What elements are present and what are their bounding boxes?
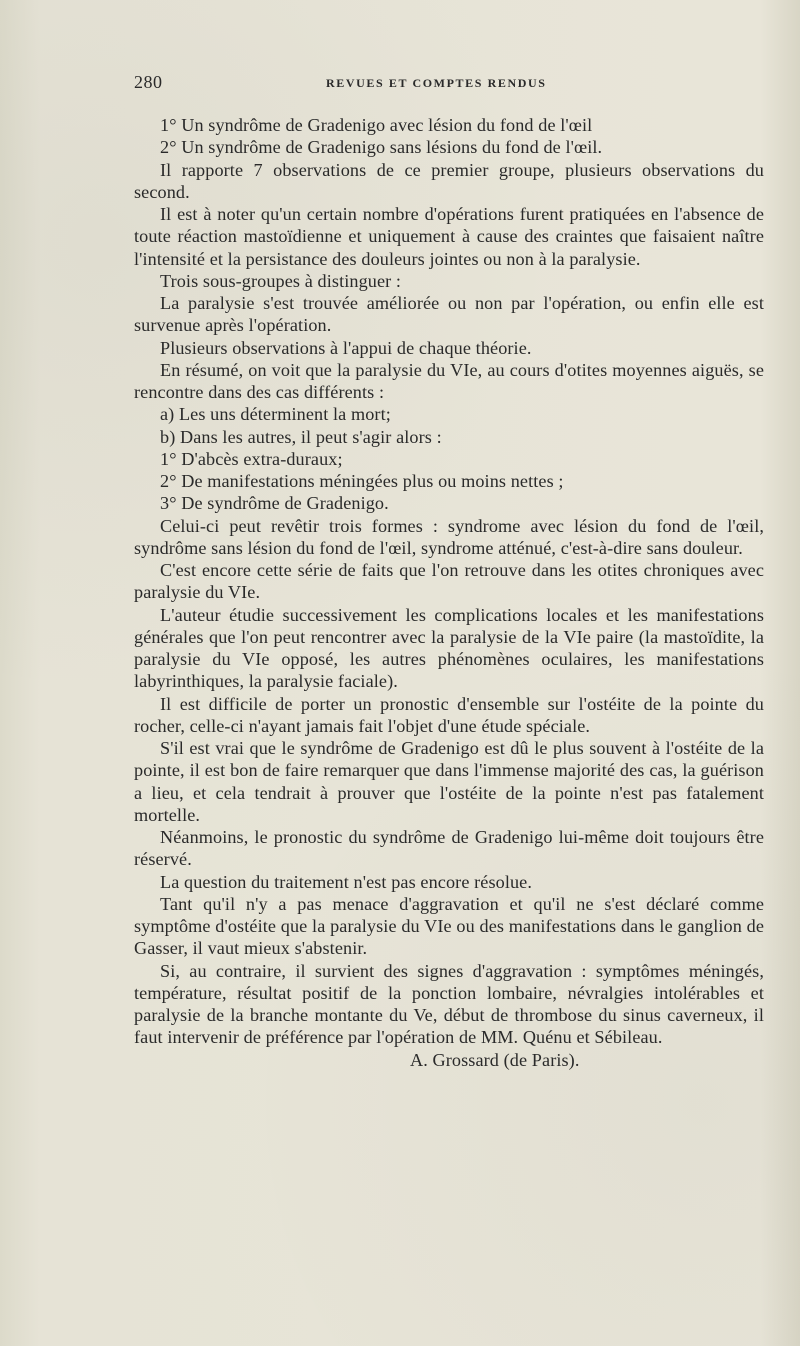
paragraph-5: Trois sous-groupes à distinguer :	[160, 270, 402, 291]
paragraph-8: En résumé, on voit que la paralysie du VIe, au cours d'otites moyennes aiguës, se rencontre dans des cas différents :	[134, 359, 764, 402]
paragraph-2: 2° Un syndrôme de Gradenigo sans lésions du fond de l'œil.	[160, 137, 603, 158]
paragraph-16: L'auteur étudie successivement les complications locales et les manifestations générales que l'on peut rencontrer avec la paralysie de la VIe paire (la mastoïdite, la paralysie du VIe opposé, les autres phénomènes oculaires, les manifestations labyrinthiques, la paralysie faciale).	[134, 604, 764, 692]
paragraph-11: 1° D'abcès extra-duraux;	[160, 448, 343, 469]
signature: A. Grossard (de Paris).	[410, 1049, 580, 1070]
paragraph-17: Il est difficile de porter un pronostic d'ensemble sur l'ostéite de la pointe du rocher, celle-ci n'ayant jamais fait l'objet d'une étude spéciale.	[134, 693, 764, 736]
paragraph-19: Néanmoins, le pronostic du syndrôme de Gradenigo lui-même doit toujours être réservé.	[134, 827, 764, 870]
paragraph-10: b) Dans les autres, il peut s'agir alors :	[160, 426, 442, 447]
page-header	[134, 70, 664, 94]
paragraph-22: Si, au contraire, il survient des signes d'aggravation : symptômes méningés, température, résultat positif de la ponction lombaire, névralgies intolérables et paralysie de la branche montante du Ve, début de thrombose du sinus caverneux, il faut intervenir de préférence par l'opération de MM. Quénu et Sébileau.	[134, 960, 764, 1048]
page-number: 280	[134, 72, 163, 92]
paragraph-7: Plusieurs observations à l'appui de chaque théorie.	[160, 337, 532, 358]
body-text	[134, 114, 764, 1071]
paragraph-13: 3° De syndrôme de Gradenigo.	[160, 493, 389, 514]
paragraph-18: S'il est vrai que le syndrôme de Gradenigo est dû le plus souvent à l'ostéite de la pointe, il est bon de faire remarquer que dans l'immense majorité des cas, la guérison a lieu, et cela tendrait à prouver que l'ostéite de la pointe n'est pas fatalement mortelle.	[134, 738, 764, 825]
paragraph-6: La paralysie s'est trouvée améliorée ou non par l'opération, ou enfin elle est survenue après l'opération.	[134, 293, 764, 336]
paragraph-12: 2° De manifestations méningées plus ou moins nettes ;	[160, 471, 564, 491]
paragraph-3: Il rapporte 7 observations de ce premier groupe, plusieurs observations du second.	[134, 159, 764, 202]
running-title: REVUES ET COMPTES RENDUS	[326, 76, 547, 90]
paragraph-15: C'est encore cette série de faits que l'on retrouve dans les otites chroniques avec paralysie du VIe.	[134, 560, 764, 603]
paragraph-9: a) Les uns déterminent la mort;	[160, 404, 391, 425]
paragraph-4: Il est à noter qu'un certain nombre d'opérations furent pratiquées en l'absence de toute réaction mastoïdienne et uniquement à cause des craintes que faisaient naître l'intensité et la persistance des douleurs jointes ou non à la paralysie.	[134, 204, 764, 269]
paragraph-21: Tant qu'il n'y a pas menace d'aggravation et qu'il ne s'est déclaré comme symptôme d'ostéite que la paralysie du VIe ou des manifestations dans le ganglion de Gasser, il vaut mieux s'abstenir.	[134, 893, 764, 959]
paragraph-14: Celui-ci peut revêtir trois formes : syndrome avec lésion du fond de l'œil, syndrôme sans lésion du fond de l'œil, syndrome atténué, c'est-à-dire sans douleur.	[134, 515, 764, 558]
paragraph-1: 1° Un syndrôme de Gradenigo avec lésion du fond de l'œil	[160, 115, 593, 135]
paragraph-20: La question du traitement n'est pas encore résolue.	[160, 871, 533, 892]
